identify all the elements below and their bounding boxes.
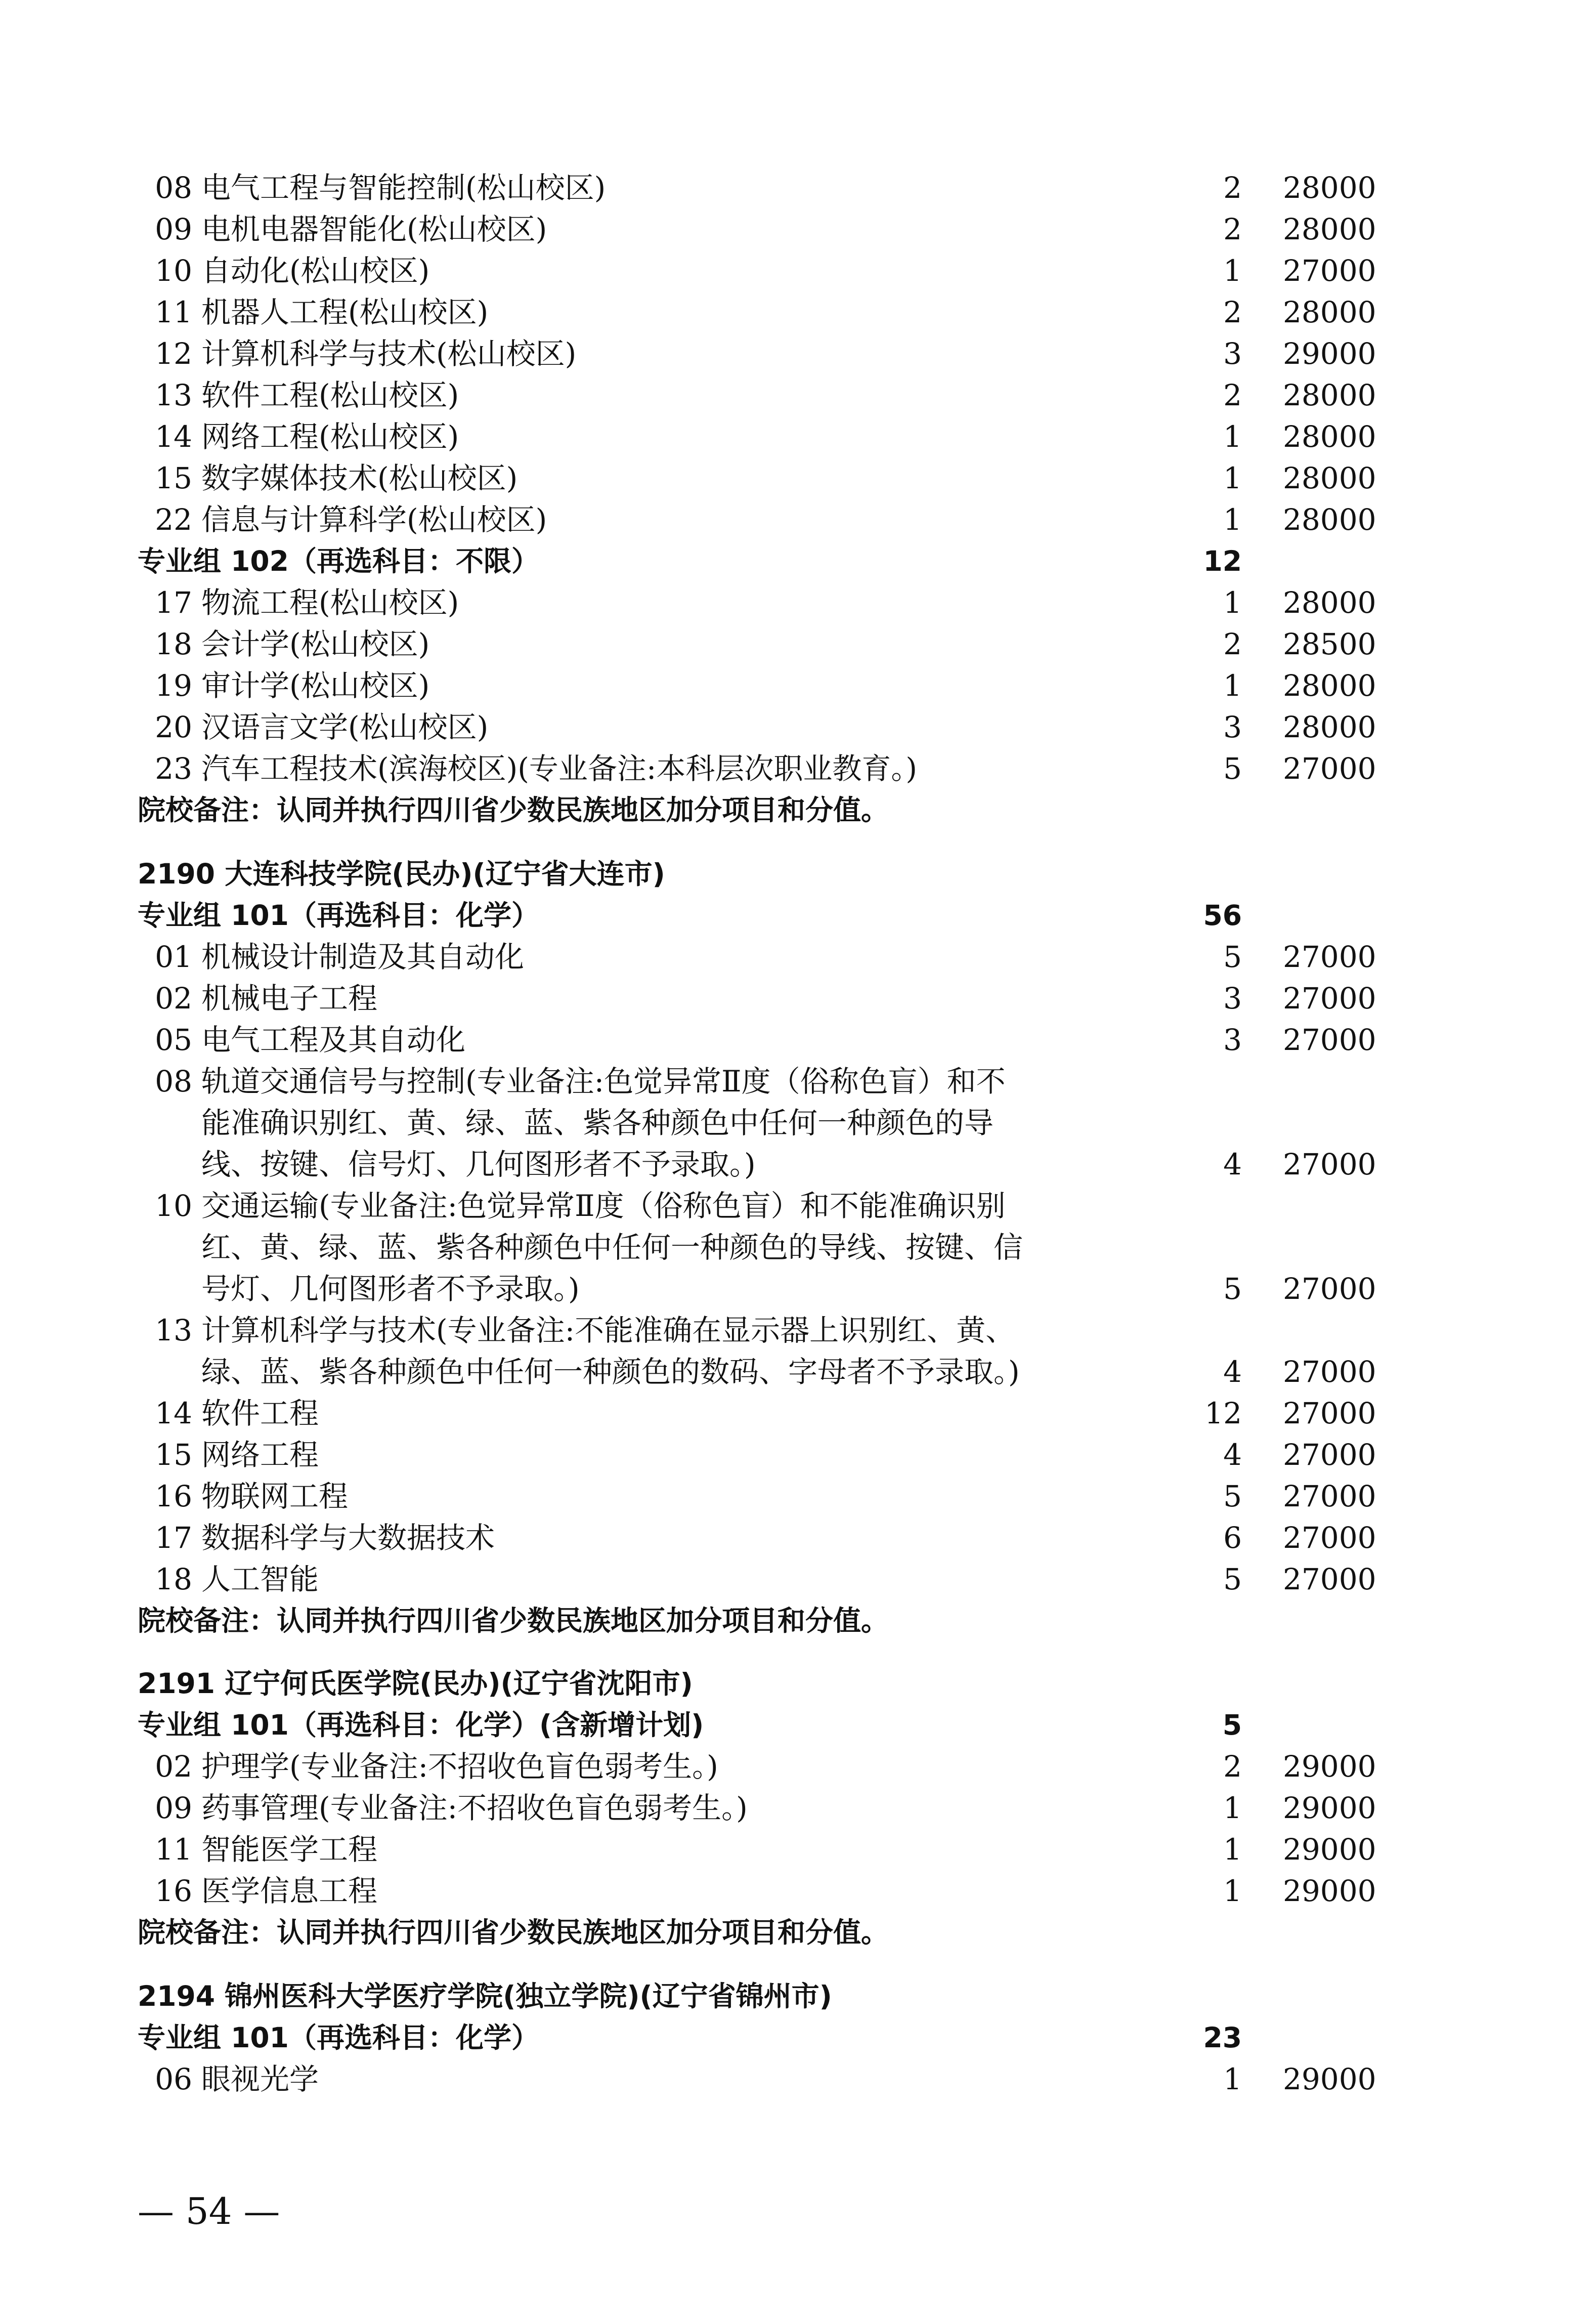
plan-quantity: 5 (1223, 1562, 1242, 1596)
major-row (0, 1061, 1596, 1102)
tuition-fee: 27000 (1283, 1355, 1376, 1389)
major-row-continuation (0, 1268, 1596, 1310)
tuition-fee: 29000 (1283, 1832, 1376, 1867)
plan-quantity: 1 (1223, 502, 1242, 537)
major-name: 医学信息工程 (201, 1874, 378, 1908)
major-row (0, 1310, 1596, 1351)
tuition-fee: 28000 (1283, 171, 1376, 205)
major-code: 17 (155, 585, 192, 620)
major-name: 信息与计算科学(松山校区) (201, 502, 547, 537)
major-row (0, 457, 1596, 499)
group-header: 专业组 102（再选科目：不限） (138, 545, 539, 577)
major-row (0, 706, 1596, 748)
major-row (0, 1517, 1596, 1558)
major-name: 药事管理(专业备注:不招收色盲色弱考生。) (201, 1791, 748, 1825)
plan-quantity: 4 (1223, 1438, 1242, 1472)
school-header-row (0, 1663, 1596, 1704)
tuition-fee: 27000 (1283, 1023, 1376, 1057)
tuition-fee: 27000 (1283, 1521, 1376, 1555)
major-row-continuation (0, 1351, 1596, 1393)
major-code: 20 (155, 710, 192, 744)
major-code: 12 (155, 336, 192, 371)
major-name: 软件工程 (201, 1396, 319, 1430)
major-name: 物流工程(松山校区) (201, 585, 459, 620)
major-row (0, 936, 1596, 978)
tuition-fee: 27000 (1283, 1438, 1376, 1472)
tuition-fee: 29000 (1283, 336, 1376, 371)
major-code: 15 (155, 461, 192, 495)
major-code: 16 (155, 1479, 192, 1513)
plan-quantity: 5 (1223, 940, 1242, 974)
major-name: 机器人工程(松山校区) (201, 295, 489, 329)
major-row (0, 167, 1596, 208)
plan-quantity: 2 (1223, 378, 1242, 412)
plan-quantity: 3 (1223, 710, 1242, 744)
plan-quantity: 1 (1223, 1832, 1242, 1867)
tuition-fee: 27000 (1283, 981, 1376, 1016)
plan-quantity: 2 (1223, 627, 1242, 661)
page-number: — 54 — (138, 2190, 280, 2232)
major-row-continuation (0, 1144, 1596, 1185)
plan-quantity: 1 (1223, 1874, 1242, 1908)
tuition-fee: 29000 (1283, 1791, 1376, 1825)
major-code: 08 (155, 171, 192, 205)
major-name: 智能医学工程 (201, 1832, 378, 1867)
major-name: 绿、蓝、紫各种颜色中任何一种颜色的数码、字母者不予录取。) (201, 1355, 1020, 1389)
major-row-continuation (0, 1102, 1596, 1144)
school-note: 院校备注：认同并执行四川省少数民族地区加分项目和分值。 (138, 1604, 889, 1637)
tuition-fee: 28000 (1283, 668, 1376, 703)
plan-quantity: 1 (1223, 254, 1242, 288)
group-header-row (0, 540, 1596, 582)
tuition-fee: 27000 (1283, 940, 1376, 974)
major-row (0, 208, 1596, 250)
group-header-row (0, 2017, 1596, 2058)
major-name: 物联网工程 (201, 1479, 349, 1513)
tuition-fee: 28000 (1283, 461, 1376, 495)
major-name: 审计学(松山校区) (201, 668, 430, 703)
group-header-row (0, 1704, 1596, 1746)
major-code: 16 (155, 1874, 192, 1908)
tuition-fee: 27000 (1283, 751, 1376, 786)
plan-quantity: 5 (1223, 1272, 1242, 1306)
major-code: 10 (155, 254, 192, 288)
major-name: 电气工程与智能控制(松山校区) (201, 171, 606, 205)
major-row-continuation (0, 1227, 1596, 1268)
school-header: 2190 大连科技学院(民办)(辽宁省大连市) (138, 858, 665, 890)
group-header: 专业组 101（再选科目：化学）(含新增计划) (138, 1709, 704, 1741)
major-code: 13 (155, 1313, 192, 1347)
tuition-fee: 28000 (1283, 295, 1376, 329)
school-note-row (0, 1912, 1596, 1953)
plan-quantity: 1 (1223, 1791, 1242, 1825)
major-code: 18 (155, 627, 192, 661)
plan-quantity: 3 (1223, 981, 1242, 1016)
group-plan-total: 12 (1203, 545, 1242, 577)
major-name: 电机电器智能化(松山校区) (201, 212, 547, 246)
major-code: 23 (155, 751, 192, 786)
major-code: 17 (155, 1521, 192, 1555)
plan-quantity: 6 (1223, 1521, 1242, 1555)
major-name: 护理学(专业备注:不招收色盲色弱考生。) (201, 1749, 718, 1784)
major-code: 02 (155, 981, 192, 1016)
plan-quantity: 4 (1223, 1147, 1242, 1182)
major-row (0, 623, 1596, 665)
major-name: 数字媒体技术(松山校区) (201, 461, 518, 495)
plan-quantity: 2 (1223, 212, 1242, 246)
school-note: 院校备注：认同并执行四川省少数民族地区加分项目和分值。 (138, 1916, 889, 1949)
major-row (0, 582, 1596, 623)
major-name: 计算机科学与技术(专业备注:不能准确在显示器上识别红、黄、 (201, 1313, 1015, 1347)
major-row (0, 1475, 1596, 1517)
major-row (0, 1870, 1596, 1912)
major-row (0, 748, 1596, 789)
major-code: 11 (155, 1832, 192, 1867)
major-code: 11 (155, 295, 192, 329)
major-row (0, 1558, 1596, 1600)
tuition-fee: 27000 (1283, 1272, 1376, 1306)
tuition-fee: 28000 (1283, 502, 1376, 537)
school-note: 院校备注：认同并执行四川省少数民族地区加分项目和分值。 (138, 793, 889, 826)
group-header: 专业组 101（再选科目：化学） (138, 2021, 539, 2054)
tuition-fee: 27000 (1283, 1147, 1376, 1182)
major-name: 汉语言文学(松山校区) (201, 710, 489, 744)
major-row (0, 978, 1596, 1019)
major-code: 06 (155, 2062, 192, 2096)
major-name: 人工智能 (201, 1562, 319, 1596)
major-name: 计算机科学与技术(松山校区) (201, 336, 577, 371)
major-code: 22 (155, 502, 192, 537)
major-name: 轨道交通信号与控制(专业备注:色觉异常Ⅱ度（俗称色盲）和不 (201, 1064, 1006, 1099)
group-header-row (0, 895, 1596, 936)
major-code: 13 (155, 378, 192, 412)
major-row (0, 291, 1596, 333)
plan-quantity: 2 (1223, 171, 1242, 205)
school-header: 2194 锦州医科大学医疗学院(独立学院)(辽宁省锦州市) (138, 1980, 832, 2012)
major-code: 08 (155, 1064, 192, 1099)
plan-quantity: 2 (1223, 1749, 1242, 1784)
major-code: 10 (155, 1189, 192, 1223)
plan-quantity: 1 (1223, 461, 1242, 495)
major-name: 线、按键、信号灯、几何图形者不予录取。) (201, 1147, 756, 1182)
major-code: 19 (155, 668, 192, 703)
group-plan-total: 56 (1203, 899, 1242, 932)
school-note-row (0, 1600, 1596, 1641)
plan-quantity: 12 (1204, 1396, 1242, 1430)
major-row (0, 1393, 1596, 1434)
major-name: 机械电子工程 (201, 981, 378, 1016)
major-row (0, 1746, 1596, 1787)
major-name: 电气工程及其自动化 (201, 1023, 466, 1057)
school-header-row (0, 853, 1596, 895)
plan-quantity: 1 (1223, 2062, 1242, 2096)
major-row (0, 1185, 1596, 1227)
major-row (0, 499, 1596, 540)
major-code: 09 (155, 212, 192, 246)
major-row (0, 665, 1596, 706)
major-name: 软件工程(松山校区) (201, 378, 459, 412)
major-row (0, 1434, 1596, 1475)
group-plan-total: 23 (1203, 2021, 1242, 2054)
plan-quantity: 1 (1223, 668, 1242, 703)
major-code: 14 (155, 1396, 192, 1430)
plan-quantity: 5 (1223, 1479, 1242, 1513)
tuition-fee: 28000 (1283, 419, 1376, 454)
tuition-fee: 29000 (1283, 1749, 1376, 1784)
school-header: 2191 辽宁何氏医学院(民办)(辽宁省沈阳市) (138, 1667, 693, 1700)
major-code: 02 (155, 1749, 192, 1784)
group-plan-total: 5 (1222, 1709, 1242, 1741)
major-row (0, 1829, 1596, 1870)
major-name: 会计学(松山校区) (201, 627, 430, 661)
major-name: 网络工程(松山校区) (201, 419, 459, 454)
plan-quantity: 1 (1223, 585, 1242, 620)
tuition-fee: 28000 (1283, 710, 1376, 744)
tuition-fee: 28000 (1283, 585, 1376, 620)
plan-quantity: 4 (1223, 1355, 1242, 1389)
tuition-fee: 27000 (1283, 1479, 1376, 1513)
tuition-fee: 28000 (1283, 378, 1376, 412)
major-row (0, 1787, 1596, 1829)
major-name: 能准确识别红、黄、绿、蓝、紫各种颜色中任何一种颜色的导 (201, 1106, 994, 1140)
major-name: 号灯、几何图形者不予录取。) (201, 1272, 580, 1306)
tuition-fee: 29000 (1283, 1874, 1376, 1908)
plan-quantity: 3 (1223, 336, 1242, 371)
major-row (0, 374, 1596, 416)
tuition-fee: 27000 (1283, 254, 1376, 288)
major-row (0, 416, 1596, 457)
major-name: 眼视光学 (201, 2062, 319, 2096)
major-code: 09 (155, 1791, 192, 1825)
plan-quantity: 5 (1223, 751, 1242, 786)
plan-quantity: 2 (1223, 295, 1242, 329)
major-name: 机械设计制造及其自动化 (201, 940, 525, 974)
major-code: 05 (155, 1023, 192, 1057)
school-header-row (0, 1975, 1596, 2017)
plan-quantity: 3 (1223, 1023, 1242, 1057)
major-row (0, 333, 1596, 374)
major-row (0, 1019, 1596, 1061)
major-name: 网络工程 (201, 1438, 319, 1472)
major-name: 红、黄、绿、蓝、紫各种颜色中任何一种颜色的导线、按键、信 (201, 1230, 1023, 1264)
tuition-fee: 29000 (1283, 2062, 1376, 2096)
major-name: 交通运输(专业备注:色觉异常Ⅱ度（俗称色盲）和不能准确识别 (201, 1189, 1006, 1223)
tuition-fee: 28000 (1283, 212, 1376, 246)
major-code: 01 (155, 940, 192, 974)
plan-quantity: 1 (1223, 419, 1242, 454)
major-row (0, 250, 1596, 291)
major-name: 自动化(松山校区) (201, 254, 430, 288)
major-code: 15 (155, 1438, 192, 1472)
tuition-fee: 27000 (1283, 1396, 1376, 1430)
major-name: 数据科学与大数据技术 (201, 1521, 495, 1555)
major-row (0, 2058, 1596, 2100)
major-code: 18 (155, 1562, 192, 1596)
school-note-row (0, 789, 1596, 831)
group-header: 专业组 101（再选科目：化学） (138, 899, 539, 932)
major-name: 汽车工程技术(滨海校区)(专业备注:本科层次职业教育。) (201, 751, 918, 786)
major-code: 14 (155, 419, 192, 454)
tuition-fee: 28500 (1283, 627, 1376, 661)
tuition-fee: 27000 (1283, 1562, 1376, 1596)
